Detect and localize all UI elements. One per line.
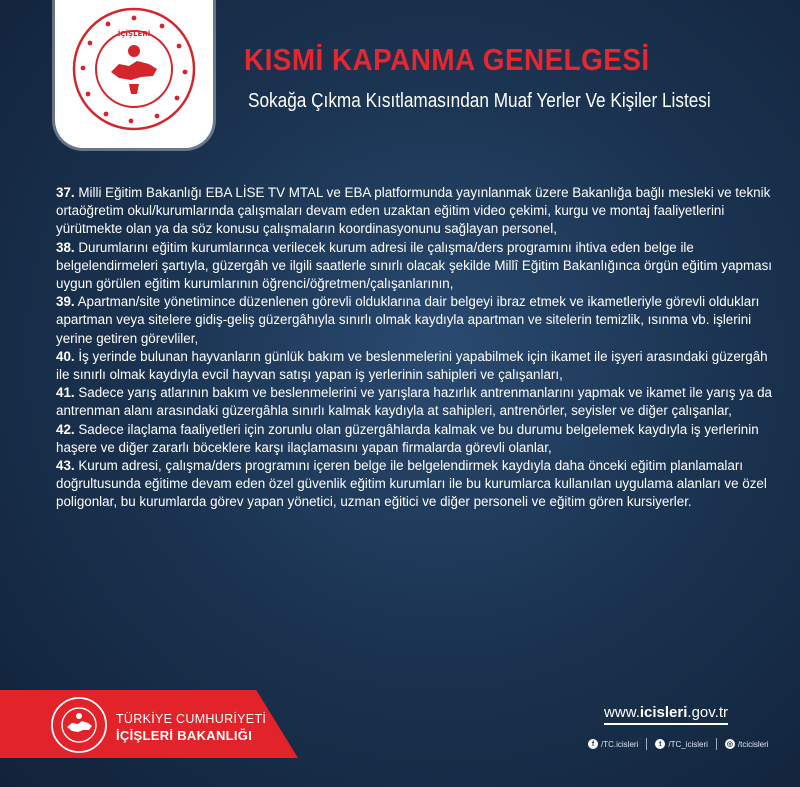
website-prefix: www. bbox=[604, 704, 640, 721]
instagram-icon: ◎ bbox=[726, 741, 733, 748]
list-item bbox=[56, 184, 772, 239]
ministry-logo-card bbox=[55, 0, 213, 148]
list-item bbox=[56, 457, 772, 512]
footer-org-line1: TÜRKİYE CUMHURİYETİ bbox=[116, 712, 267, 726]
item-number: 41. bbox=[56, 385, 75, 401]
ministry-seal-icon bbox=[71, 6, 197, 132]
list-item bbox=[56, 239, 772, 294]
page-title: KISMİ KAPANMA GENELGESİ bbox=[244, 42, 650, 77]
list-item bbox=[56, 421, 772, 457]
facebook-link[interactable] bbox=[588, 739, 638, 749]
item-number: 37. bbox=[56, 185, 75, 200]
footer-org-line2: İÇİŞLERİ BAKANLIĞI bbox=[116, 728, 253, 743]
list-item bbox=[56, 293, 772, 348]
item-number: 39. bbox=[56, 294, 75, 310]
website-link[interactable] bbox=[604, 704, 728, 725]
item-text: Sadece ilaçlama faaliyetleri için zorunlu olan güzergâhlarda kalmak ve bu durumu belgelemek kaydıyla iş yerlerinin haşere ve diğer zararlı böceklere karşı ilaçlamasını yapan firmalarda görevli olanlar, bbox=[56, 421, 759, 455]
twitter-handle: /TC_icisleri bbox=[668, 739, 708, 749]
social-links bbox=[588, 738, 777, 750]
facebook-icon: f bbox=[588, 739, 598, 749]
instagram-link[interactable] bbox=[725, 739, 769, 749]
item-text: Apartman/site yönetimince düzenlenen görevli olduklarına dair belgeyi ibraz etmek ve ikametleriyle görevli oldukları apartman veya sitelere gidiş-geliş güzergâhıyla sınırlı olmak kaydıyla apartman ve sitelerin temizlik, ısınma vb. işlerini yerine getiren görevliler, bbox=[56, 294, 760, 346]
svg-text:İÇİŞLERİ: İÇİŞLERİ bbox=[117, 30, 151, 38]
item-number: 42. bbox=[56, 421, 75, 437]
item-number: 38. bbox=[56, 239, 75, 255]
item-text: Kurum adresi, çalışma/ders programını içeren belge ile belgelendirmek kaydıyla daha önceki eğitim planlamaları doğrultusunda eğitime devam eden özel güvenlik eğitim kurumları ile bu kurumlarca kullanılan uygulama alanları ve özel poligonlar, bu kurumlarda görev yapan yönetici, uzman eğitici ve diğer personeli ve eğitim gören kursiyerler. bbox=[56, 458, 767, 510]
facebook-handle: /TC.icisleri bbox=[601, 739, 639, 749]
twitter-icon: t bbox=[655, 739, 665, 749]
item-text: İş yerinde bulunan hayvanların günlük bakım ve beslenmelerini yapabilmek için ikamet ile işyeri arasındaki güzergâh ile sınırlı olmak kaydıyla evcil hayvan satışı yapan iş yerlerinin sahipleri ve çalışanları, bbox=[56, 348, 768, 383]
item-text: Durumlarını eğitim kurumlarınca verilecek kurum adresi ile çalışma/ders programını ihtiva eden belge ile belgelendirmeleri şartıyla, güzergâh ve ilgili saatlerle sınırlı olacak şekilde Millî Eğitim Bakanlığınca örgün eğitim yapması uygun görülen eğitim kurumlarının öğrenci/öğretmen/çalışanlarının, bbox=[56, 239, 772, 292]
divider bbox=[716, 738, 717, 750]
instagram-handle: /tcicisleri bbox=[737, 739, 769, 749]
divider bbox=[646, 738, 647, 750]
footer-seal-icon bbox=[50, 696, 108, 754]
page-subtitle: Sokağa Çıkma Kısıtlamasından Muaf Yerler Ve Kişiler Listesi bbox=[248, 90, 711, 112]
item-number: 43. bbox=[56, 458, 75, 474]
item-text: Sadece yarış atlarının bakım ve beslenmelerini ve yarışlara hazırlık antrenmanlarını yapmak ve ikamet ile yarış ya da antrenman alanı arasındaki güzergâhla sınırlı kalmak kaydıyla at sahipleri, antrenörler, seyisler ve diğer çalışanlar, bbox=[56, 385, 773, 419]
twitter-link[interactable] bbox=[655, 739, 708, 749]
item-number: 40. bbox=[56, 348, 75, 364]
exemption-list bbox=[56, 184, 772, 512]
website-suffix: .gov.tr bbox=[687, 704, 728, 721]
item-text: Milli Eğitim Bakanlığı EBA LİSE TV MTAL ve EBA platformunda yayınlanmak üzere Bakanlığa bağlı mesleki ve teknik ortaöğretim okul/kurumlarında çalışmaları devam eden uzaktan eğitim video çekimi, kurgu ve montaj faaliyetlerini yürütmekte olan ya da söz konusu çalışmaların koordinasyonunu sağlayan personel, bbox=[56, 185, 771, 237]
list-item bbox=[56, 384, 772, 420]
website-bold: icisleri bbox=[639, 704, 688, 721]
list-item bbox=[56, 348, 772, 384]
